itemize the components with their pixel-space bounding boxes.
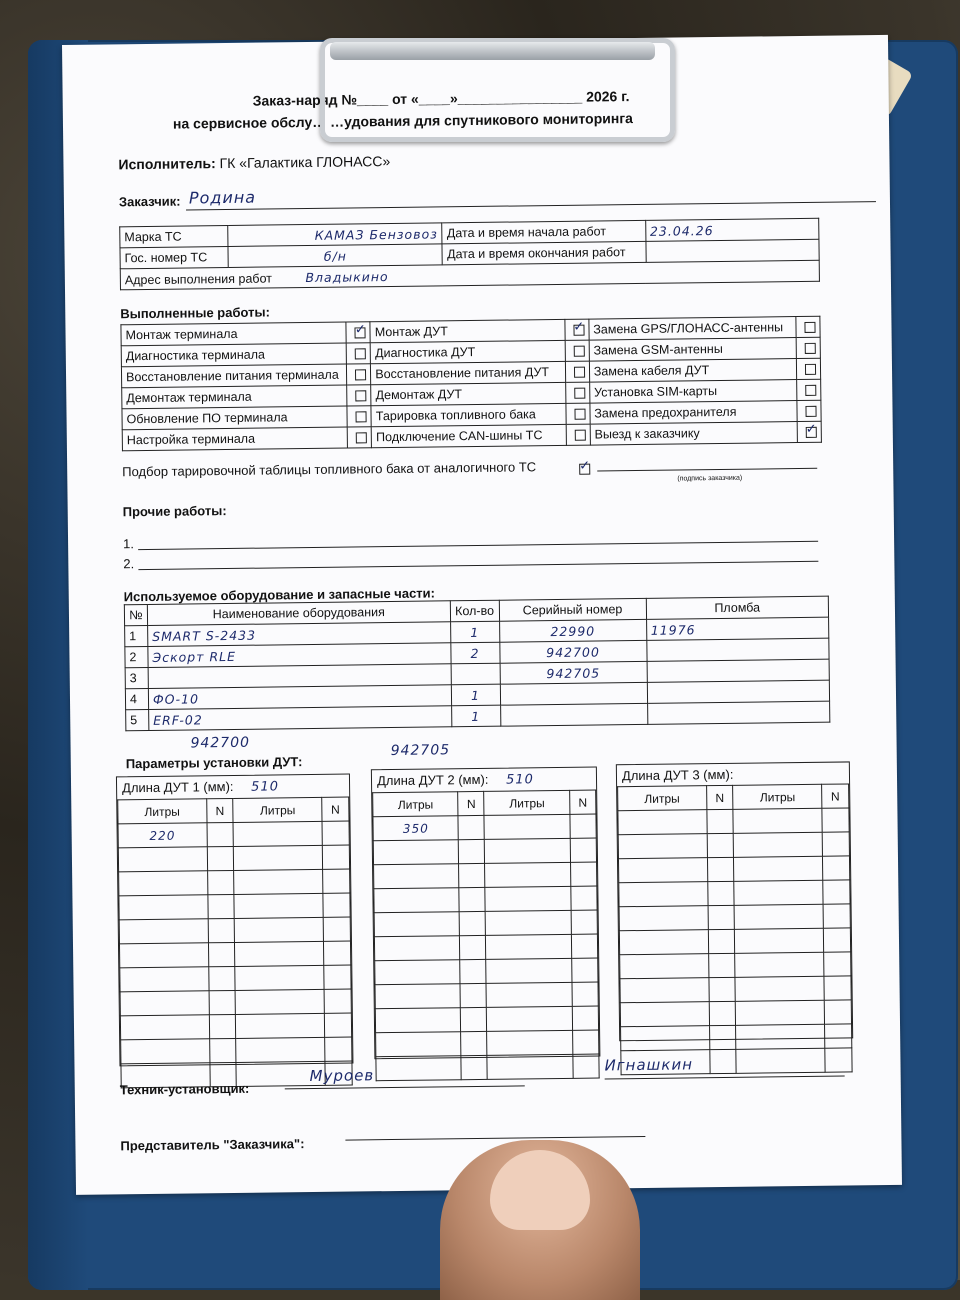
equipment-seal — [647, 680, 830, 703]
dut-row — [119, 893, 350, 920]
dut-row — [619, 928, 850, 955]
tech-label: Техник-установщик: — [119, 1080, 250, 1098]
dut-row — [118, 845, 349, 872]
equipment-header: Кол-во — [450, 600, 499, 622]
dut-row — [121, 1037, 352, 1064]
dut-row — [374, 910, 597, 937]
equipment-seal — [646, 638, 829, 661]
work-checkbox[interactable] — [805, 385, 816, 396]
equipment-qty — [451, 663, 500, 685]
dut-row — [375, 958, 598, 985]
dut-row — [620, 952, 851, 979]
vehicle-table: Марка ТС КАМАЗ Бензовоз Дата и время начала работ 23.04.26 Гос. номер ТС б/н Дата и время окончания работ Адрес выполнения работ Владыкино — [119, 218, 820, 291]
dut2-length: 510 — [505, 772, 534, 788]
dut-row — [120, 1013, 351, 1040]
dut1-block: Длина ДУТ 1 (мм): 510 Литры N Литры N 220 — [116, 774, 354, 1067]
equipment-serial — [500, 682, 647, 705]
title-line1: Заказ-наряд №____ от «____»________________ 2026 г. — [252, 88, 630, 109]
dut-row — [375, 982, 598, 1009]
dut-first-liters: 220 — [118, 823, 207, 848]
work-checkbox[interactable] — [573, 325, 584, 336]
table-row: 3 942705 — [125, 659, 829, 689]
dut-row — [373, 838, 596, 865]
dut-note-1: 942700 — [190, 734, 251, 752]
equipment-serial: 942705 — [500, 661, 647, 684]
work-checkbox[interactable] — [355, 349, 366, 360]
work-label: Замена предохранителя — [594, 404, 737, 421]
calibration-checkbox[interactable] — [579, 464, 590, 475]
executor — [118, 153, 390, 172]
dut-row — [619, 880, 850, 907]
work-checkbox[interactable] — [574, 388, 585, 399]
dut-row — [374, 934, 597, 961]
equipment-serial: 22990 — [499, 619, 646, 642]
equipment-name: ФО-10 — [148, 685, 451, 710]
work-label: Замена GSM-антенны — [593, 341, 723, 358]
work-label: Восстановление питания терминала — [125, 367, 339, 385]
dut-row — [118, 821, 349, 848]
equipment-header: Наименование оборудования — [147, 601, 450, 626]
equipment-qty: 2 — [450, 642, 499, 664]
dut-row — [120, 965, 351, 992]
works-table — [120, 316, 821, 452]
start-date: 23.04.26 — [645, 218, 819, 241]
work-label: Настройка терминала — [126, 431, 256, 448]
equipment-header: Серийный номер — [499, 598, 646, 621]
other-works-title: Прочие работы: — [122, 503, 227, 520]
dut-title: Параметры установки ДУТ: — [125, 754, 303, 772]
work-label: Замена кабеля ДУТ — [593, 363, 710, 379]
work-label: Обновление ПО терминала — [126, 410, 288, 427]
equipment-qty: 1 — [451, 705, 500, 727]
address-value: Владыкино — [305, 268, 389, 285]
work-label: Диагностика терминала — [125, 347, 265, 364]
equipment-qty: 1 — [451, 684, 500, 706]
work-checkbox[interactable] — [805, 364, 816, 375]
work-checkbox[interactable] — [574, 367, 585, 378]
work-label: Установка SIM-карты — [593, 384, 718, 400]
equipment-seal: 11976 — [646, 617, 829, 640]
works-title: Выполненные работы: — [120, 304, 270, 322]
dut-row — [620, 976, 851, 1003]
executor-value: ГК «Галактика ГЛОНАСС» — [219, 152, 391, 172]
vehicle-brand: КАМАЗ Бензовоз — [228, 223, 443, 247]
dut-row — [119, 917, 350, 944]
equipment-table — [124, 596, 830, 732]
dut-row — [373, 814, 596, 841]
work-label: Монтаж терминала — [125, 326, 238, 343]
table-row: 4 ФО-10 1 — [125, 680, 829, 710]
dut-first-liters: 350 — [373, 816, 459, 841]
calibration-label: Подбор тарировочной таблицы топливного бака от аналогичного ТС — [122, 459, 537, 480]
work-checkbox[interactable] — [574, 409, 585, 420]
dut-row — [376, 1054, 599, 1081]
work-checkbox[interactable] — [356, 391, 367, 402]
vehicle-plate: б/н — [228, 244, 443, 268]
equipment-serial — [500, 703, 647, 726]
dut-row — [375, 1006, 598, 1033]
dut-row — [119, 941, 350, 968]
work-checkbox[interactable] — [805, 343, 816, 354]
work-order-sheet: Заказ-наряд №____ от «____»________________ 2026 г. на сервисное обслу… …удования для спутникового мониторинга Исполнитель: ГК «Галактика ГЛОНАСС» Заказчик: Родина Марка ТС КАМАЗ Бензовоз Дата и время начала работ 23.04.26 Гос. номер ТС б/н Дата и время окончания работ Адрес выполнения работ Владыкино Выполненные работы: Монтаж терминала ✓ Монтаж ДУТ ✓ Замена GPS/ГЛОНАСС-антенны Диагностика терминала Диагностика ДУТ Замена GSM-антенны Восстановление питания терминала Восстановление питания ДУТ Замена кабеля ДУТ Демонтаж терминала Демонтаж ДУТ Установка SIM-карты Обновление ПО терминала Тарировка топливного бака Замена предохранителя Настройка терминала Подключение CAN-шины ТС Выезд к заказчику ✓ Подбор тарировочной таблицы топливного бака от аналогичного ТС ✓ (подпись заказчика) Прочие работы: 1. 2. Используемое оборудование и запасные части: № Наименование оборудования Кол-во Серийный номер Пломба 1 SMART S-2433 1 22990 11976 2 Эскорт RLE 2 942700 3 942705 4 ФО-10 1 5 ERF-02 1 942700 942705 Параметры установки ДУТ: Длина ДУТ 1 (мм): 510 Литры N Литры N 220 Длина ДУТ 2 (мм): 510 Литры N Литры N 350 Длина ДУТ 3 (мм): Литры N Литры N Техник-установщик: Муроев Игнашкин Представитель "Заказчика": — [62, 35, 902, 1195]
work-checkbox[interactable] — [355, 370, 366, 381]
table-row: 1 SMART S-2433 1 22990 11976 — [125, 617, 829, 647]
work-checkbox[interactable] — [356, 433, 367, 444]
title-line2: на сервисное обслу… …удования для спутникового мониторинга — [172, 110, 634, 132]
executor-label: Исполнитель: — [118, 155, 216, 173]
equipment-header: № — [124, 604, 147, 625]
tech-signature-1: Муроев — [309, 1066, 375, 1086]
table-row: 5 ERF-02 1 — [126, 701, 830, 731]
equipment-serial: 942700 — [499, 640, 646, 663]
work-label: Диагностика ДУТ — [374, 344, 476, 361]
sign-caption: (подпись заказчика) — [677, 474, 743, 483]
clip-bar — [330, 42, 655, 60]
dut-row — [619, 904, 850, 931]
work-checkbox[interactable] — [355, 328, 366, 339]
work-label: Монтаж ДУТ — [374, 324, 448, 340]
work-checkbox[interactable] — [806, 427, 817, 438]
work-label: Демонтаж терминала — [126, 389, 252, 406]
dut2-block: Длина ДУТ 2 (мм): 510 Литры N Литры N 350 — [371, 767, 601, 1060]
dut-row — [618, 856, 849, 883]
rep-label: Представитель "Заказчика": — [120, 1136, 305, 1154]
equipment-name: ERF-02 — [149, 706, 452, 731]
dut-row — [376, 1030, 599, 1057]
equipment-seal — [647, 659, 830, 682]
dut-row — [374, 862, 597, 889]
dut-row — [618, 808, 849, 835]
equipment-title: Используемое оборудование и запасные части: — [123, 585, 436, 605]
dut3-block: Длина ДУТ 3 (мм): Литры N Литры N — [616, 761, 853, 1041]
equipment-qty: 1 — [450, 621, 499, 643]
work-label: Замена GPS/ГЛОНАСС-антенны — [593, 320, 784, 337]
work-label: Подключение CAN-шины ТС — [376, 428, 543, 445]
tech-signature-2: Игнашкин — [604, 1055, 694, 1075]
dut-row — [618, 832, 849, 859]
dut-row — [621, 1024, 852, 1051]
customer-value: Родина — [188, 187, 257, 208]
equipment-seal — [647, 701, 830, 724]
dut-row — [620, 1000, 851, 1027]
work-checkbox[interactable] — [574, 346, 585, 357]
work-label: Восстановление питания ДУТ — [375, 365, 550, 382]
work-checkbox[interactable] — [805, 406, 816, 417]
equipment-name: SMART S-2433 — [148, 622, 451, 647]
work-checkbox[interactable] — [356, 412, 367, 423]
work-checkbox[interactable] — [575, 430, 586, 441]
table-row: 2 Эскорт RLE 2 942700 — [125, 638, 829, 668]
dut1-length: 510 — [251, 779, 280, 795]
work-label: Тарировка топливного бака — [375, 407, 536, 424]
customer-label: Заказчик: — [118, 193, 181, 210]
dut-note-2: 942705 — [390, 742, 451, 760]
work-checkbox[interactable] — [804, 322, 815, 333]
equipment-header: Пломба — [646, 596, 829, 619]
dut-row — [119, 869, 350, 896]
work-label: Выезд к заказчику — [594, 426, 700, 442]
dut-row — [120, 989, 351, 1016]
dut-row — [374, 886, 597, 913]
work-label: Демонтаж ДУТ — [375, 387, 463, 403]
equipment-name: Эскорт RLE — [148, 643, 451, 668]
